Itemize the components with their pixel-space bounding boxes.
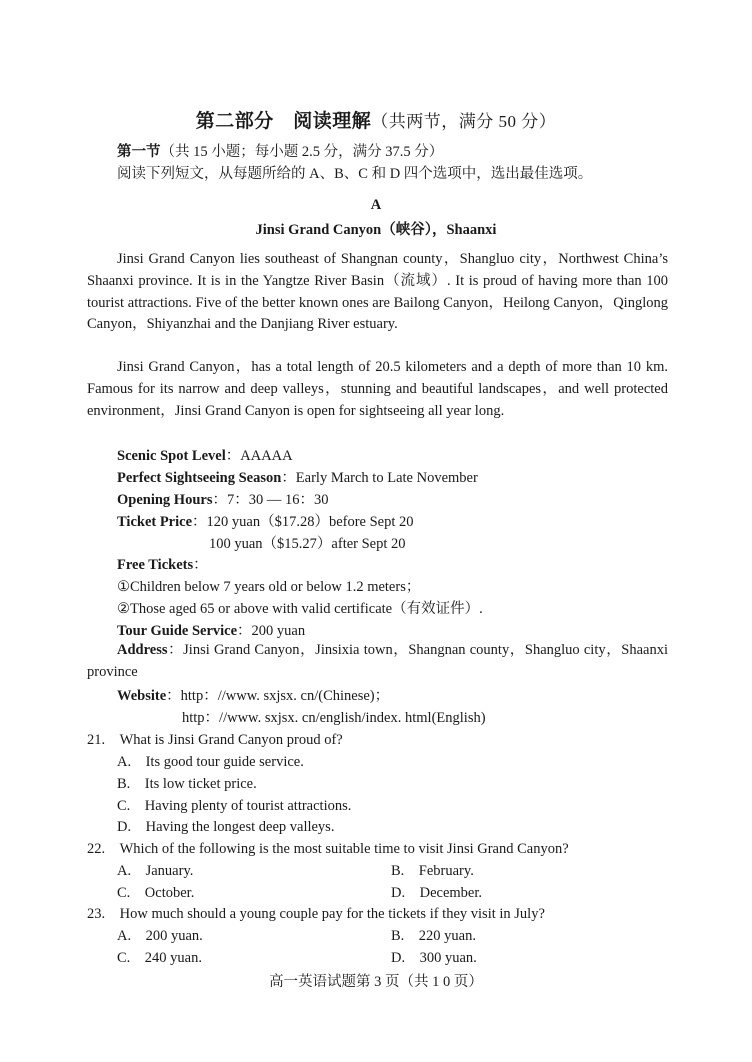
part-title bbox=[0, 106, 752, 133]
question-21-option-b: B. Its low ticket price. bbox=[117, 776, 257, 792]
instruction-text: 阅读下列短文，从每题所给的 A、B、C 和 D 四个选项中，选出最佳选项。 bbox=[117, 166, 593, 182]
question-22-option-a: A. January. bbox=[117, 863, 194, 879]
info-label: Ticket Price bbox=[117, 514, 193, 530]
info-value: ：200 yuan bbox=[237, 623, 306, 639]
info-value: ：Jinsi Grand Canyon，Jinsixia town，Shangnan county，Shangluo city，Shaanxi province bbox=[87, 642, 668, 680]
part-title-main: 第二部分 阅读理解 bbox=[195, 111, 372, 132]
info-label: Free Tickets bbox=[117, 557, 194, 573]
question-23-option-c: C. 240 yuan. bbox=[117, 950, 202, 966]
question-23-stem: 23. How much should a young couple pay for the tickets if they visit in July? bbox=[87, 906, 545, 922]
passage-title: Jinsi Grand Canyon（峡谷），Shaanxi bbox=[255, 222, 497, 238]
info-colon: ： bbox=[193, 557, 208, 573]
info-label: Opening Hours bbox=[117, 492, 213, 508]
info-ticket-price-2: 100 yuan（$15.27）after Sept 20 bbox=[209, 536, 406, 552]
info-label: Tour Guide Service bbox=[117, 623, 238, 639]
info-address bbox=[87, 640, 668, 684]
info-value: ：120 yuan（$17.28）before Sept 20 bbox=[192, 514, 414, 530]
question-21-option-d: D. Having the longest deep valleys. bbox=[117, 819, 335, 835]
section-heading bbox=[117, 140, 443, 161]
passage-paragraph-1: Jinsi Grand Canyon lies southeast of Shangnan county，Shangluo city，Northwest China’s Shaanxi province. It is in the Yangtze River Basin（流域）. It is proud of having more than 100 tourist attractions. Five of the better known ones are Bailong Canyon，Heilong Canyon，Qinglong Canyon，Shiyanzhai and the Danjiang River estuary. bbox=[87, 251, 668, 333]
question-21-option-a: A. Its good tour guide service. bbox=[117, 754, 304, 770]
info-free-item-1: ①Children below 7 years old or below 1.2 meters； bbox=[117, 579, 421, 595]
question-22-option-c: C. October. bbox=[117, 885, 195, 901]
info-opening-hours bbox=[117, 488, 328, 509]
info-website-2: http：//www. sxjsx. cn/english/index. html(English) bbox=[182, 710, 486, 726]
info-ticket-price bbox=[117, 510, 414, 531]
part-title-sub: （共两节，满分 50 分） bbox=[371, 112, 557, 131]
question-23-option-d: D. 300 yuan. bbox=[391, 950, 477, 966]
info-label: Scenic Spot Level bbox=[117, 448, 226, 464]
question-22-option-d: D. December. bbox=[391, 885, 482, 901]
info-season bbox=[117, 466, 478, 487]
info-value: ：http：//www. sxjsx. cn/(Chinese)； bbox=[166, 688, 390, 704]
question-22-option-b: B. February. bbox=[391, 863, 474, 879]
question-23-option-b: B. 220 yuan. bbox=[391, 928, 476, 944]
info-value: ：AAAAA bbox=[225, 448, 293, 464]
info-tour-guide bbox=[117, 619, 305, 640]
section-desc: （共 15 小题；每小题 2.5 分，满分 37.5 分） bbox=[160, 144, 444, 160]
question-22-stem: 22. Which of the following is the most suitable time to visit Jinsi Grand Canyon? bbox=[87, 841, 569, 857]
info-label: Address bbox=[117, 642, 168, 658]
question-23-option-a: A. 200 yuan. bbox=[117, 928, 203, 944]
info-label: Perfect Sightseeing Season bbox=[117, 470, 282, 486]
section-label: 第一节 bbox=[117, 144, 161, 160]
question-21-option-c: C. Having plenty of tourist attractions. bbox=[117, 798, 352, 814]
question-21-stem: 21. What is Jinsi Grand Canyon proud of? bbox=[87, 732, 343, 748]
info-value: ：Early March to Late November bbox=[281, 470, 478, 486]
info-label: Website bbox=[117, 688, 167, 704]
page-footer: 高一英语试题第 3 页（共 1 0 页） bbox=[269, 974, 483, 990]
info-free-tickets bbox=[117, 553, 208, 574]
info-free-item-2: ②Those aged 65 or above with valid certificate（有效证件）. bbox=[117, 601, 483, 617]
passage-letter: A bbox=[370, 197, 382, 213]
passage-paragraph-2: Jinsi Grand Canyon，has a total length of 20.5 kilometers and a depth of more than 10 km. Famous for its narrow and deep valleys，stunning and beautiful landscapes，and well protected environment，Jinsi Grand Canyon is open for sightseeing all year long. bbox=[87, 359, 668, 419]
info-value: ：7：30 — 16：30 bbox=[212, 492, 329, 508]
info-scenic-level bbox=[117, 444, 293, 465]
info-website bbox=[117, 684, 389, 705]
